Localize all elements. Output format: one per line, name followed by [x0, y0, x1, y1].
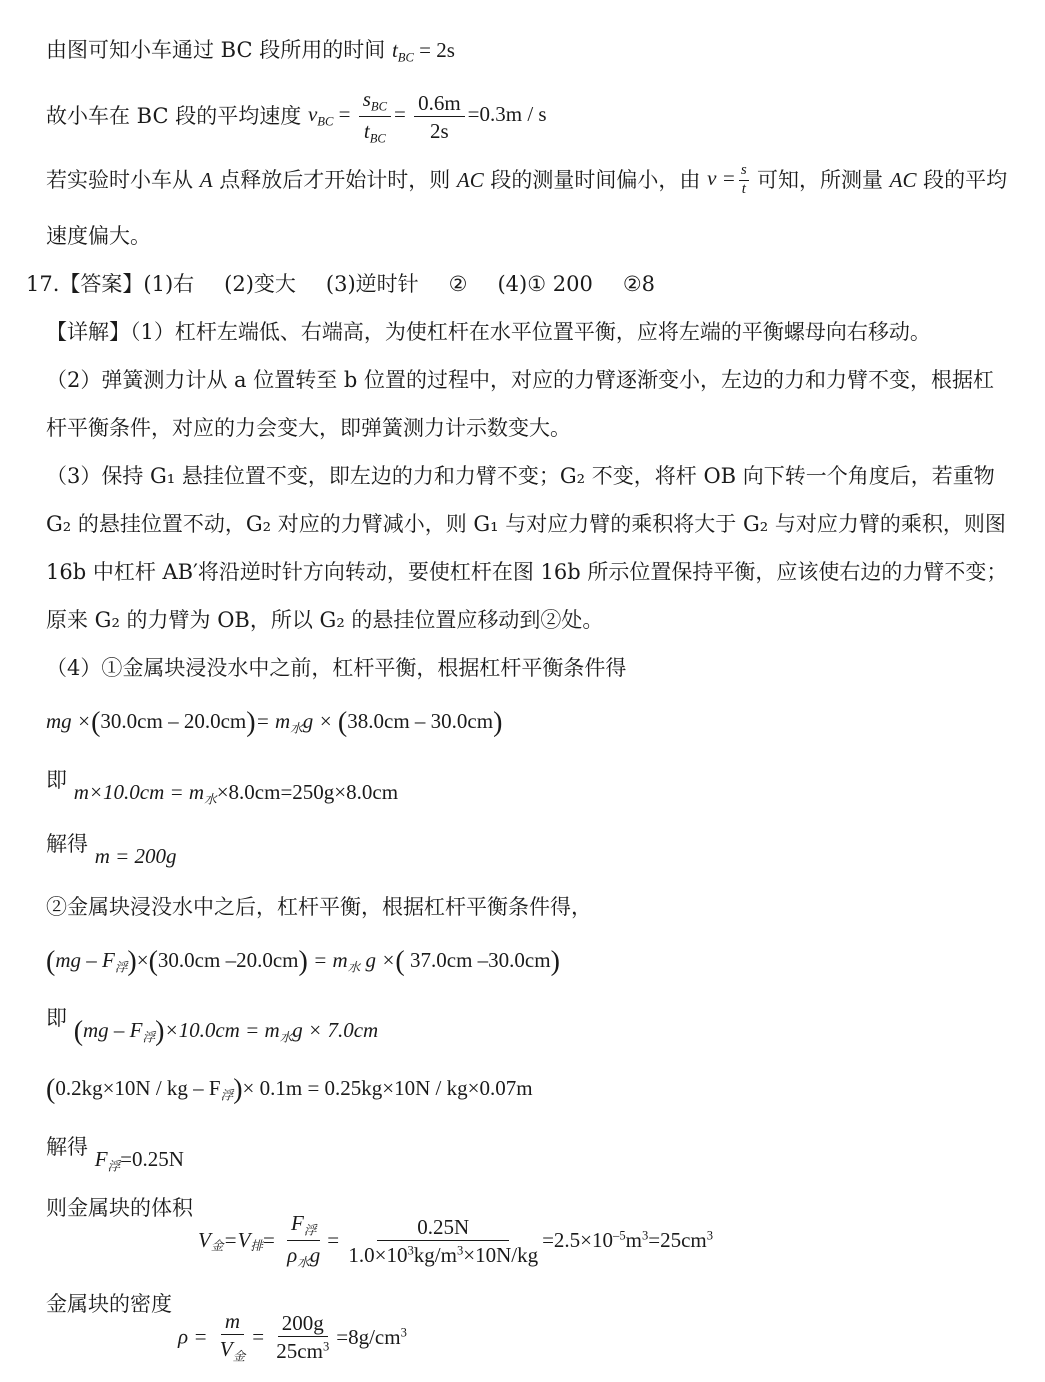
equation-numeric: (0.2kg×10N / kg – $F_浮)\times 0.1m = 0.25kg\times 10N / kg\times 0.07m$ — [46, 1074, 533, 1105]
fraction-m-over-v: $\frac{m}{V_金}$ — [219, 1309, 246, 1364]
detail-line-7: 原来 G₂ 的力臂为 OB，所以 G₂ 的悬挂位置应移动到②处。 — [46, 608, 604, 632]
fraction-density-values: $\frac{200g}{25cm^3}$ — [276, 1310, 330, 1363]
fraction-values: $\frac{0.6m}{2s}$ — [414, 92, 465, 142]
bc-speed-line — [46, 88, 547, 145]
density-heading: 金属块的密度 — [46, 1292, 172, 1316]
detail-label: 【详解】 — [46, 320, 130, 344]
equation-mass-result: 解得 m = 200g — [46, 832, 177, 868]
answer-3b: ② — [448, 272, 468, 296]
equation-before-immersion: mg $\times(30.0cm - 20.0cm)= m_水g \times (38.0cm - 30.0cm)$ — [46, 707, 503, 738]
bc-time-text: 由图可知小车通过 BC 段所用的时间 — [46, 38, 386, 62]
volume-heading: 则金属块的体积 — [46, 1196, 193, 1220]
equation-after-immersion: $(mg - F_浮)\times(30.0cm$ $-20.0cm) = m_水$ g ×( 37.0cm –30.0cm) — [46, 946, 560, 977]
density-formula: ρ = $\frac{m}{V_金}$ = $\frac{200g}{25cm^3}$ $=8g/cm^3$ — [178, 1309, 407, 1364]
bc-time-line — [46, 40, 455, 64]
fraction-f-over-rho-g: $\frac{F_浮}{\rho_水g}$ — [287, 1211, 321, 1270]
q17-answer-line — [26, 274, 655, 295]
volume-formula: $V_金=V_排=$ $\frac{F_浮}{\rho_水g}$ = $\frac{0.25N}{1.0\times 10^3kg/m^3\times 10N/kg}$ $=2.5\times 10^{-5}m^3=25cm^3$ — [198, 1211, 714, 1270]
detail-line-8: （4）①金属块浸没水中之前，杠杆平衡，根据杠杆平衡条件得 — [46, 656, 627, 680]
fraction-s-over-t: $\frac{s_{BC}}{t_{BC}}$ — [359, 88, 391, 145]
bc-time-formula: $t_{BC} = 2s$ — [391, 38, 455, 65]
equation-after-simplified: 即 $(mg - F_浮)\times 10.0cm = m_水g \times 7.0cm$ — [46, 1006, 379, 1047]
ac-note-line: 若实验时小车从 A 点释放后才开始计时，则 AC 段的测量时间偏小，由 v = $\frac{s}{t}$ 可知，所测量 AC 段的平均 — [46, 162, 1008, 197]
detail-line-6: 16b 中杠杆 AB′将沿逆时针方向转动，要使杠杆在图 16b 所示位置保持平衡，应该使右边的力臂不变； — [46, 560, 1008, 584]
bc-speed-text: 故小车在 BC 段的平均速度 — [46, 104, 302, 129]
answer-label: 【答案】 — [59, 272, 144, 296]
step-after-immersion: ②金属块浸没水中之后，杠杆平衡，根据杠杆平衡条件得， — [46, 895, 592, 919]
detail-line-3: 杆平衡条件，对应的力会变大，即弹簧测力计示数变大。 — [46, 416, 571, 440]
equation-simplified: 即 $m\times 10.0cm = m_水\times 8.0cm=250g\times 8.0cm$ — [46, 768, 399, 807]
answer-3: (3)逆时针 — [325, 272, 419, 296]
detail-line-2: （2）弹簧测力计从 a 位置转至 b 位置的过程中，对应的力臂逐渐变小，左边的力和力臂不变，根据杠 — [46, 368, 995, 392]
question-number: 17. — [26, 272, 60, 296]
bc-speed-formula: $v_{BC}$ = $\frac{s_{BC}}{t_{BC}}$ = $\frac{0.6m}{2s}$ =0.3m / s — [307, 87, 547, 146]
equation-buoyancy-result: 解得 $F_浮=0.25N$ — [46, 1135, 184, 1174]
answer-2: (2)变大 — [224, 272, 296, 296]
answer-4b: ②8 — [622, 272, 656, 296]
answer-4: (4)① 200 — [497, 272, 593, 296]
fraction-volume-values: $\frac{0.25N}{1.0\times 10^3kg/m^3\times 10N/kg}$ — [348, 1214, 539, 1267]
ac-note-line-2: 速度偏大。 — [46, 224, 151, 248]
detail-line-4: （3）保持 G₁ 悬挂位置不变，即左边的力和力臂不变；G₂ 不变，将杆 OB 向下转一个角度后，若重物 — [46, 464, 995, 488]
answer-1: (1)右 — [143, 272, 195, 296]
detail-line-1: 【详解】（1）杠杆左端低、右端高，为使杠杆在水平位置平衡，应将左端的平衡螺母向右移动。 — [46, 320, 931, 344]
detail-line-5: G₂ 的悬挂位置不动，G₂ 对应的力臂减小，则 G₁ 与对应力臂的乘积将大于 G₂ 与对应力臂的乘积，则图 — [46, 512, 1006, 536]
v-formula: v = $\frac{s}{t}$ — [707, 162, 747, 197]
